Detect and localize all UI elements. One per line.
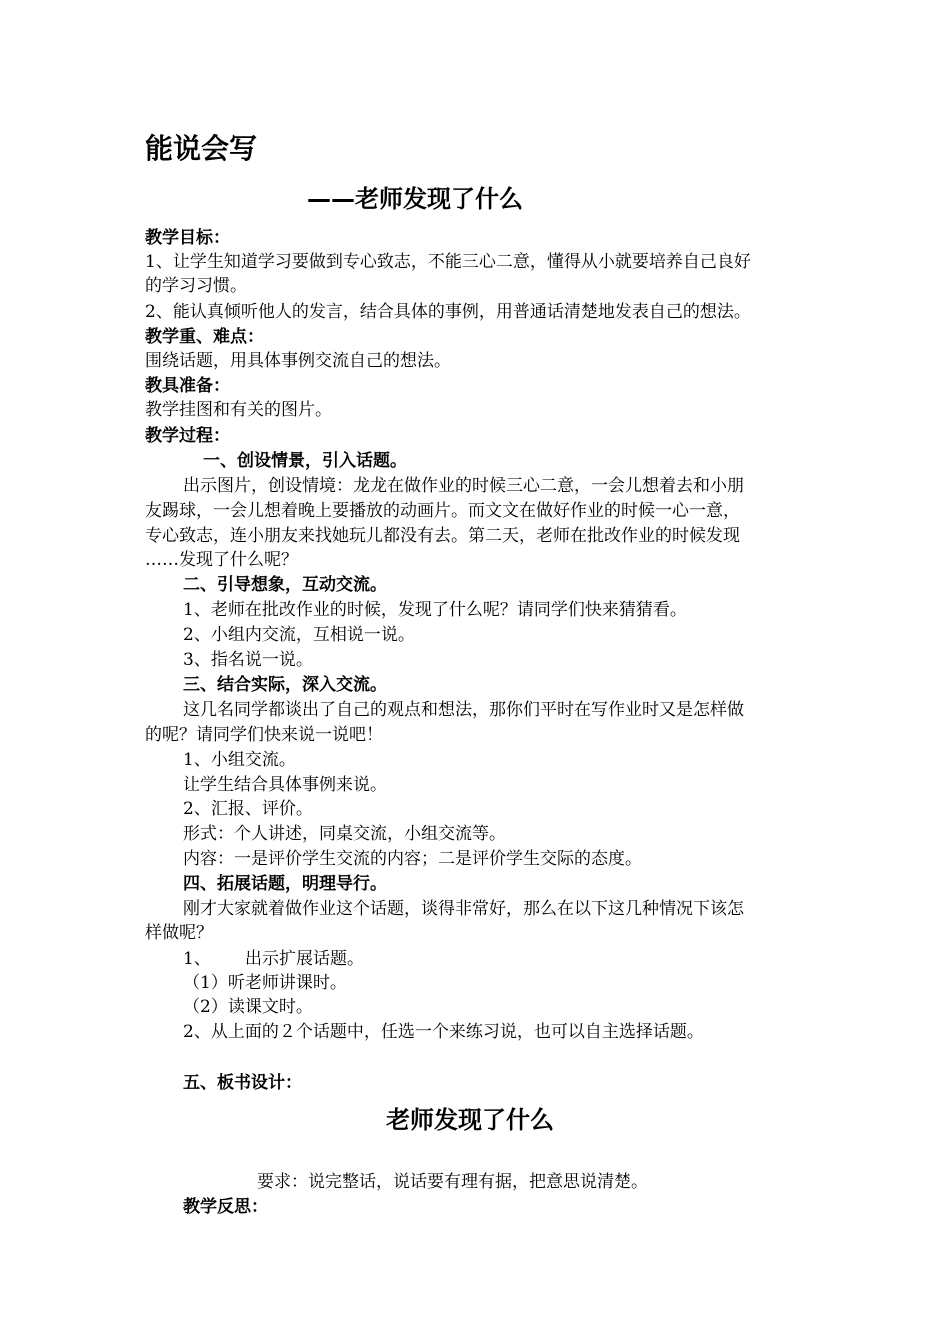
heading-key-points: 教学重、难点： [145, 327, 264, 347]
goal-2: 2、能认真倾听他人的发言，结合具体的事例，用普通话清楚地发表自己的想法。 [145, 302, 751, 322]
section-2-heading: 二、引导想象，互动交流。 [183, 575, 387, 595]
section-2-item-2: 2、小组内交流，互相说一说。 [183, 625, 415, 645]
section-3-item-1: 1、小组交流。 [183, 750, 296, 770]
section-3-content: 内容：一是评价学生交流的内容；二是评价学生交际的态度。 [183, 849, 642, 869]
section-4-sub-1: （1）听老师讲课时。 [183, 973, 347, 993]
goal-1-line-1: 1、让学生知道学习要做到专心致志，不能三心二意，懂得从小就要培养自己良好 [145, 252, 751, 272]
section-1-para-line-2: 友踢球，一会儿想着晚上要播放的动画片。而文文在做好作业的时候一心一意， [145, 501, 740, 521]
tools-text: 教学挂图和有关的图片。 [145, 400, 332, 420]
heading-tools: 教具准备： [145, 376, 230, 396]
section-3-item-2: 2、汇报、评价。 [183, 799, 313, 819]
goal-1-line-2: 的学习习惯。 [145, 276, 247, 296]
section-3-heading: 三、结合实际，深入交流。 [183, 675, 387, 695]
doc-title: 能说会写 [145, 132, 258, 165]
section-2-item-1: 1、老师在批改作业的时候，发现了什么呢？请同学们快来猜猜看。 [183, 600, 687, 620]
section-4-item-1-text: 出示扩展话题。 [245, 949, 364, 969]
section-3-item-1-text: 让学生结合具体事例来说。 [183, 775, 387, 795]
section-4-item-1-number: 1、 [183, 949, 211, 969]
section-3-para-line-1: 这几名同学都谈出了自己的观点和想法，那你们平时在写作业时又是怎样做 [183, 700, 744, 720]
heading-goals: 教学目标： [145, 228, 230, 248]
section-1-para-line-4: ……发现了什么呢？ [145, 550, 298, 570]
section-4-para-line-1: 刚才大家就着做作业这个话题，谈得非常好，那么在以下这几种情况下该怎 [183, 899, 744, 919]
section-1-heading: 一、创设情景，引入话题。 [203, 451, 407, 471]
section-4-para-line-2: 样做呢？ [145, 923, 213, 943]
board-title: 老师发现了什么 [386, 1106, 554, 1134]
section-1-para-line-1: 出示图片，创设情境：龙龙在做作业的时候三心二意，一会儿想着去和小朋 [183, 476, 744, 496]
section-4-sub-2: （2）读课文时。 [183, 997, 313, 1017]
section-5-heading: 五、板书设计： [183, 1073, 302, 1093]
section-3-form: 形式：个人讲述，同桌交流，小组交流等。 [183, 824, 506, 844]
heading-process: 教学过程： [145, 426, 230, 446]
board-requirement: 要求：说完整话，说话要有理有据，把意思说清楚。 [257, 1172, 648, 1192]
section-2-item-3: 3、指名说一说。 [183, 650, 313, 670]
section-1-para-line-3: 专心致志，连小朋友来找她玩儿都没有去。第二天，老师在批改作业的时候发现 [145, 526, 740, 546]
heading-reflection: 教学反思： [183, 1197, 268, 1217]
key-points-text: 围绕话题，用具体事例交流自己的想法。 [145, 351, 451, 371]
section-3-para-line-2: 的呢？请同学们快来说一说吧！ [145, 725, 383, 745]
doc-subtitle: ——老师发现了什么 [307, 185, 523, 213]
section-4-heading: 四、拓展话题，明理导行。 [183, 874, 387, 894]
section-4-item-2: 2、从上面的２个话题中，任选一个来练习说，也可以自主选择话题。 [183, 1022, 704, 1042]
